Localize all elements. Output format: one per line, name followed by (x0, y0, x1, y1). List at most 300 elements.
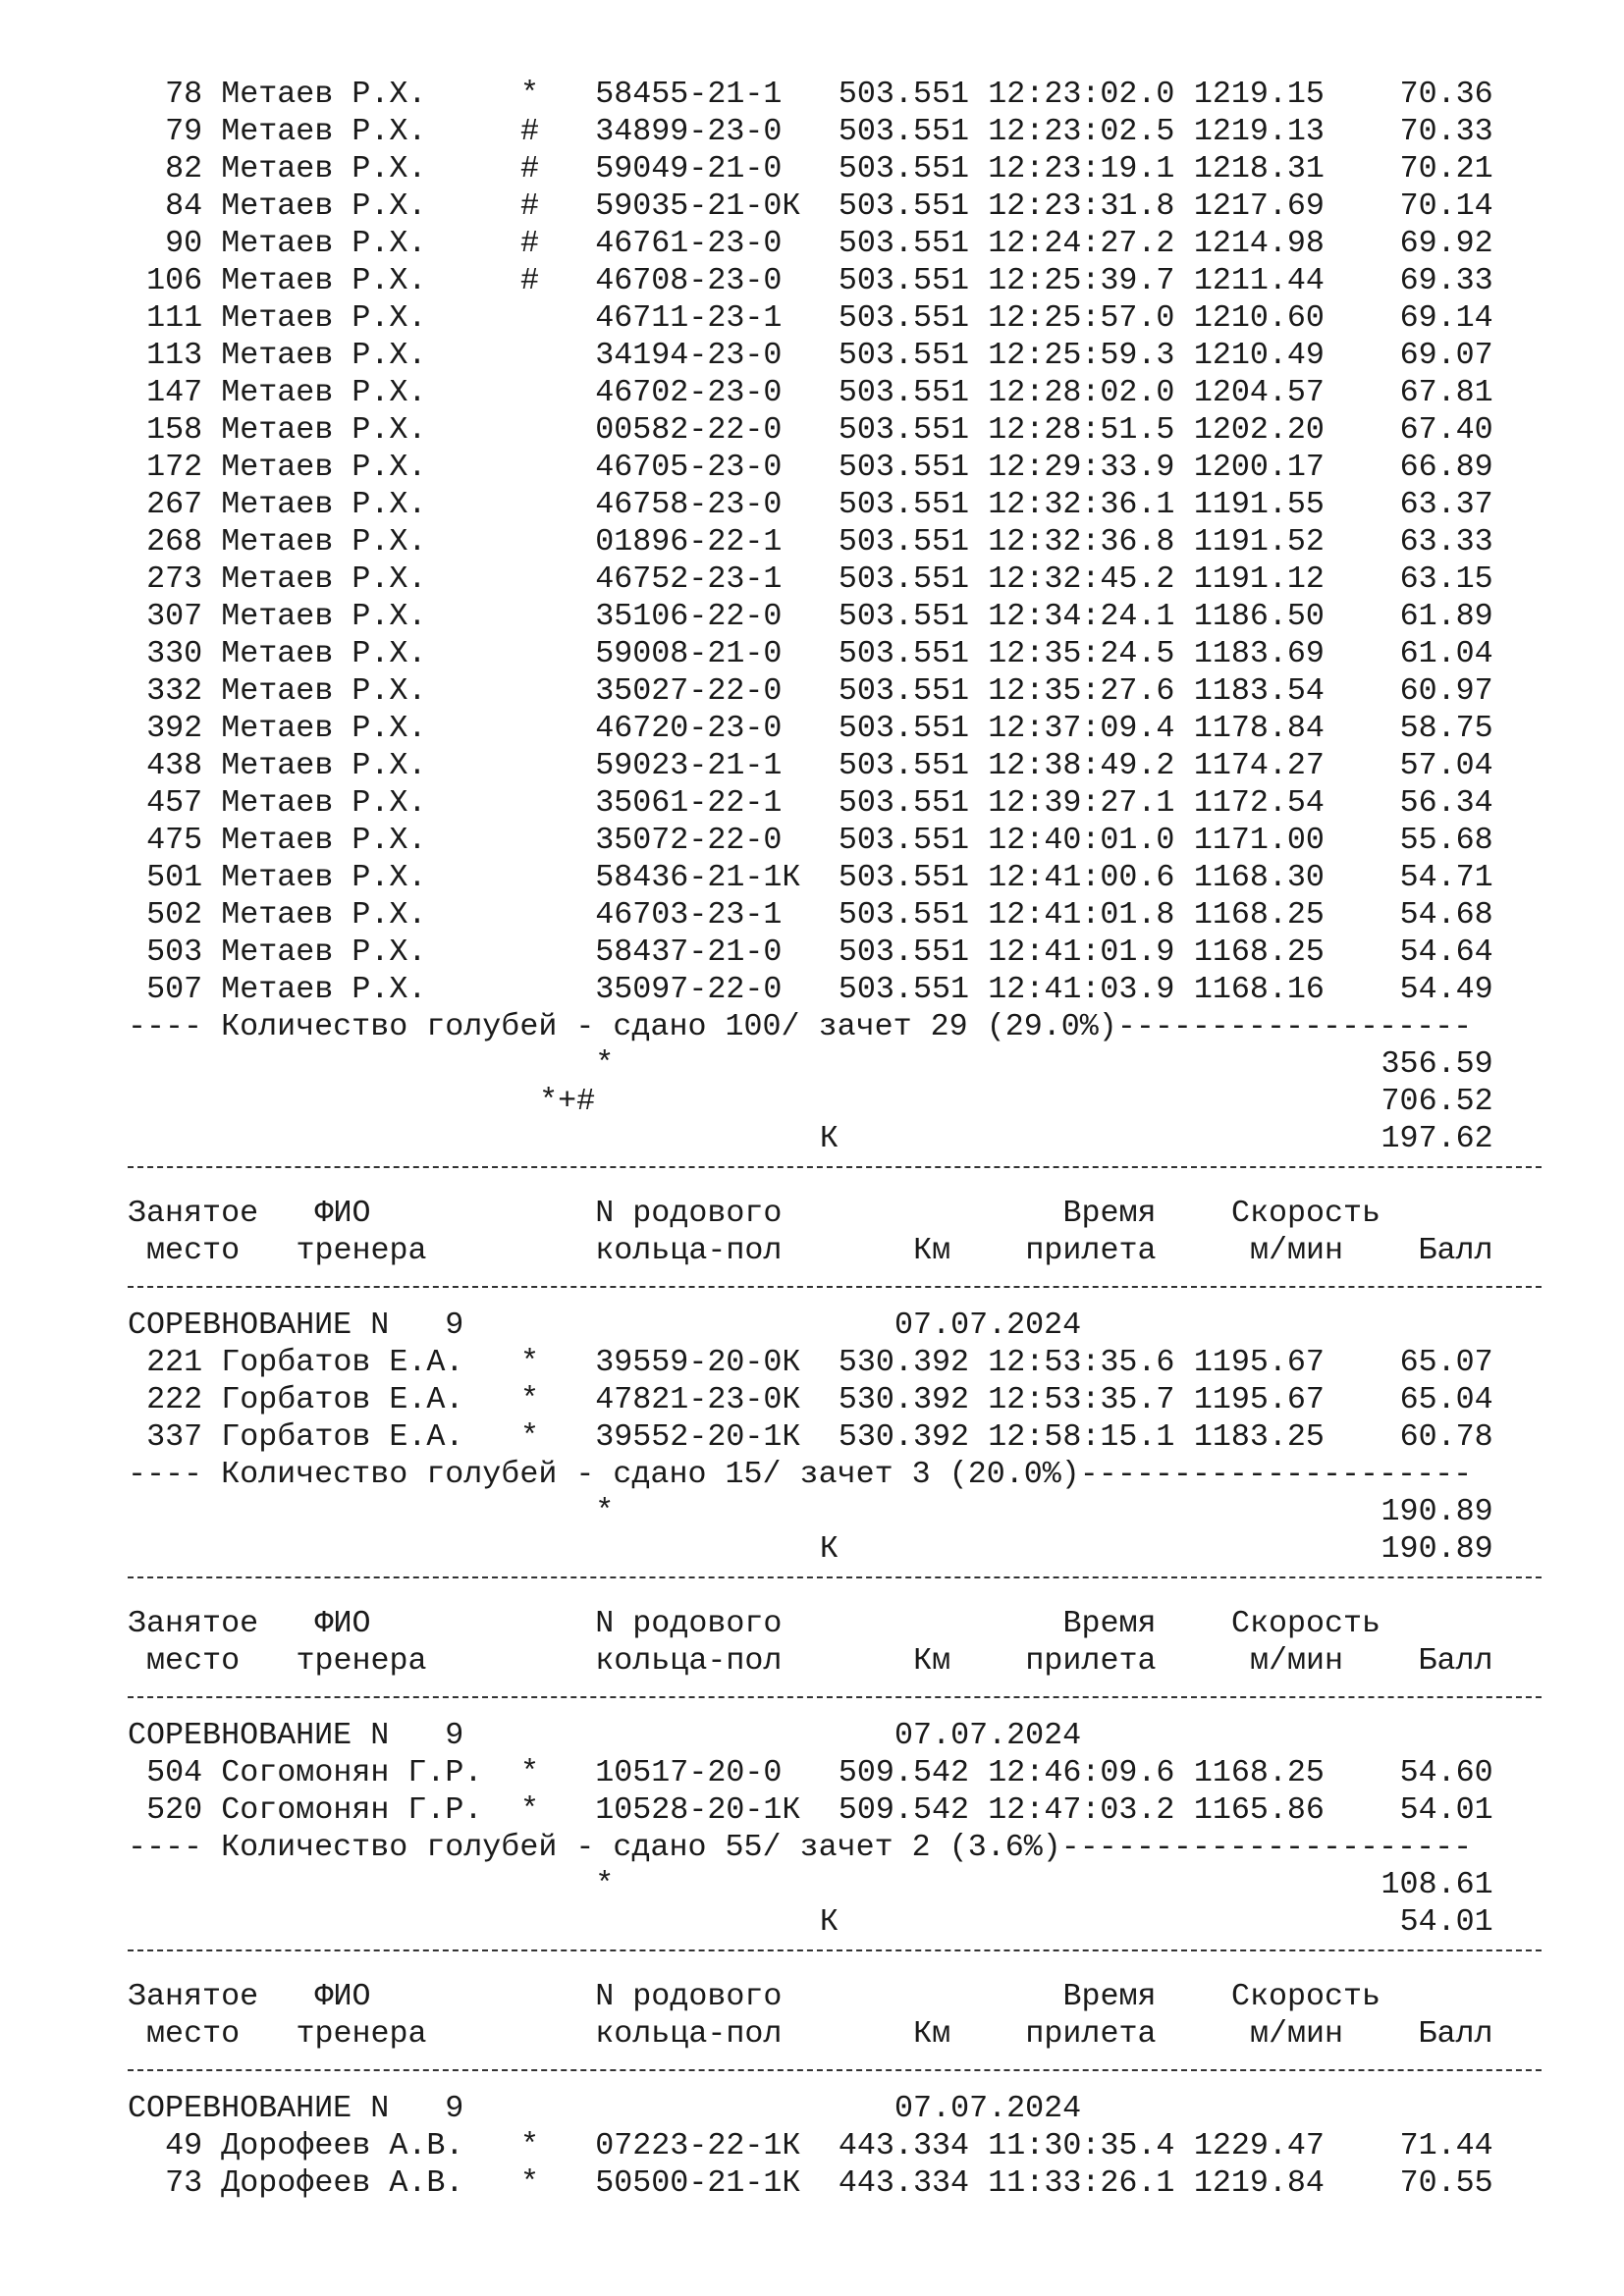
header-time: Время (1062, 1979, 1157, 2014)
ring-number-cell: 10517-20-0 (595, 1755, 783, 1790)
ring-number-cell: 35027-22-0 (595, 673, 783, 709)
place-cell: 90 (165, 226, 203, 261)
ring-number-cell: 50500-21-1К (595, 2165, 801, 2201)
mark-cell: * (520, 1792, 540, 1828)
mark-cell: * (520, 77, 540, 112)
competition-date: 07.07.2024 (894, 2091, 1082, 2126)
ring-number-cell: 58437-21-0 (595, 934, 783, 970)
arrival-time-cell: 12:41:03.9 (988, 972, 1175, 1007)
trainer-name-cell: Метаев Р.Х. (221, 487, 427, 522)
arrival-time-cell: 12:58:15.1 (988, 1419, 1175, 1455)
competition-number: СОРЕВНОВАНИЕ N 9 (128, 1308, 464, 1343)
score-cell: 69.33 (1399, 263, 1493, 298)
trainer-name-cell: Метаев Р.Х. (221, 972, 427, 1007)
arrival-time-cell: 12:23:02.0 (988, 77, 1175, 112)
distance-cell: 503.551 (838, 338, 969, 373)
place-cell: 475 (146, 823, 203, 858)
place-cell: 502 (146, 897, 203, 933)
total-label: * (595, 1046, 615, 1082)
place-cell: 330 (146, 636, 203, 671)
arrival-time-cell: 12:25:59.3 (988, 338, 1175, 373)
arrival-time-cell: 12:29:33.9 (988, 450, 1175, 485)
header-time: прилета (1025, 1643, 1157, 1679)
distance-cell: 503.551 (838, 375, 969, 410)
place-cell: 332 (146, 673, 203, 709)
score-cell: 69.92 (1399, 226, 1493, 261)
arrival-time-cell: 11:33:26.1 (988, 2165, 1175, 2201)
speed-cell: 1229.47 (1193, 2128, 1325, 2163)
ring-number-cell: 46720-23-0 (595, 711, 783, 746)
score-cell: 61.89 (1399, 599, 1493, 634)
arrival-time-cell: 12:32:36.8 (988, 524, 1175, 560)
header-km: Км (913, 1233, 951, 1268)
distance-cell: 509.542 (838, 1792, 969, 1828)
header-name: ФИО (314, 1196, 371, 1231)
dashed-divider (128, 1286, 1542, 1288)
total-label: *+# (539, 1084, 596, 1119)
score-cell: 61.04 (1399, 636, 1493, 671)
distance-cell: 530.392 (838, 1382, 969, 1417)
distance-cell: 503.551 (838, 599, 969, 634)
place-cell: 113 (146, 338, 203, 373)
mark-cell: * (520, 1345, 540, 1380)
speed-cell: 1165.86 (1193, 1792, 1325, 1828)
header-place: место (146, 1643, 241, 1679)
ring-number-cell: 46752-23-1 (595, 561, 783, 597)
score-cell: 54.60 (1399, 1755, 1493, 1790)
competition-number: СОРЕВНОВАНИЕ N 9 (128, 2091, 464, 2126)
trainer-name-cell: Согомонян Г.Р. (221, 1755, 483, 1790)
arrival-time-cell: 11:30:35.4 (988, 2128, 1175, 2163)
mark-cell: * (520, 1419, 540, 1455)
header-ring: кольца-пол (595, 1233, 783, 1268)
ring-number-cell: 00582-22-0 (595, 412, 783, 448)
competition-number: СОРЕВНОВАНИЕ N 9 (128, 1718, 464, 1753)
ring-number-cell: 35072-22-0 (595, 823, 783, 858)
arrival-time-cell: 12:23:19.1 (988, 151, 1175, 187)
header-name: тренера (296, 2016, 427, 2052)
score-cell: 70.14 (1399, 188, 1493, 224)
ring-number-cell: 01896-22-1 (595, 524, 783, 560)
speed-cell: 1172.54 (1193, 785, 1325, 821)
arrival-time-cell: 12:28:02.0 (988, 375, 1175, 410)
total-label: К (819, 1531, 839, 1567)
trainer-name-cell: Метаев Р.Х. (221, 338, 427, 373)
trainer-name-cell: Метаев Р.Х. (221, 450, 427, 485)
speed-cell: 1183.25 (1193, 1419, 1325, 1455)
distance-cell: 503.551 (838, 972, 969, 1007)
trainer-name-cell: Метаев Р.Х. (221, 897, 427, 933)
arrival-time-cell: 12:47:03.2 (988, 1792, 1175, 1828)
place-cell: 337 (146, 1419, 203, 1455)
score-cell: 56.34 (1399, 785, 1493, 821)
speed-cell: 1195.67 (1193, 1382, 1325, 1417)
header-place: Занятое (128, 1979, 259, 2014)
speed-cell: 1168.30 (1193, 860, 1325, 895)
header-ring: N родового (595, 1979, 783, 2014)
mark-cell: # (520, 114, 540, 149)
score-cell: 60.97 (1399, 673, 1493, 709)
speed-cell: 1219.15 (1193, 77, 1325, 112)
speed-cell: 1202.20 (1193, 412, 1325, 448)
ring-number-cell: 10528-20-1К (595, 1792, 801, 1828)
trainer-name-cell: Метаев Р.Х. (221, 263, 427, 298)
ring-number-cell: 46758-23-0 (595, 487, 783, 522)
header-place: Занятое (128, 1606, 259, 1641)
place-cell: 79 (165, 114, 203, 149)
place-cell: 221 (146, 1345, 203, 1380)
distance-cell: 509.542 (838, 1755, 969, 1790)
score-cell: 65.07 (1399, 1345, 1493, 1380)
trainer-name-cell: Согомонян Г.Р. (221, 1792, 483, 1828)
distance-cell: 530.392 (838, 1345, 969, 1380)
arrival-time-cell: 12:39:27.1 (988, 785, 1175, 821)
dashed-divider (128, 2069, 1542, 2071)
place-cell: 273 (146, 561, 203, 597)
place-cell: 501 (146, 860, 203, 895)
speed-cell: 1183.54 (1193, 673, 1325, 709)
competition-date: 07.07.2024 (894, 1308, 1082, 1343)
place-cell: 268 (146, 524, 203, 560)
place-cell: 78 (165, 77, 203, 112)
distance-cell: 530.392 (838, 1419, 969, 1455)
trainer-name-cell: Метаев Р.Х. (221, 188, 427, 224)
place-cell: 73 (165, 2165, 203, 2201)
trainer-name-cell: Метаев Р.Х. (221, 711, 427, 746)
speed-cell: 1219.84 (1193, 2165, 1325, 2201)
trainer-name-cell: Метаев Р.Х. (221, 151, 427, 187)
distance-cell: 503.551 (838, 785, 969, 821)
ring-number-cell: 46711-23-1 (595, 300, 783, 336)
arrival-time-cell: 12:25:39.7 (988, 263, 1175, 298)
speed-cell: 1191.55 (1193, 487, 1325, 522)
place-cell: 49 (165, 2128, 203, 2163)
distance-cell: 503.551 (838, 300, 969, 336)
trainer-name-cell: Горбатов Е.А. (221, 1419, 464, 1455)
header-speed: Скорость (1230, 1606, 1381, 1641)
speed-cell: 1218.31 (1193, 151, 1325, 187)
arrival-time-cell: 12:41:01.8 (988, 897, 1175, 933)
score-cell: 70.21 (1399, 151, 1493, 187)
place-cell: 392 (146, 711, 203, 746)
summary-text: ---- Количество голубей - сдано 55/ зачет 2 (3.6%)---------------------- (128, 1830, 1473, 1865)
distance-cell: 503.551 (838, 561, 969, 597)
distance-cell: 503.551 (838, 263, 969, 298)
ring-number-cell: 35061-22-1 (595, 785, 783, 821)
arrival-time-cell: 12:35:24.5 (988, 636, 1175, 671)
dashed-divider (128, 1576, 1542, 1578)
place-cell: 106 (146, 263, 203, 298)
trainer-name-cell: Метаев Р.Х. (221, 860, 427, 895)
trainer-name-cell: Метаев Р.Х. (221, 823, 427, 858)
ring-number-cell: 35106-22-0 (595, 599, 783, 634)
ring-number-cell: 59023-21-1 (595, 748, 783, 783)
score-cell: 55.68 (1399, 823, 1493, 858)
ring-number-cell: 39552-20-1К (595, 1419, 801, 1455)
header-ring: кольца-пол (595, 1643, 783, 1679)
header-speed: м/мин (1250, 2016, 1344, 2052)
score-cell: 70.36 (1399, 77, 1493, 112)
place-cell: 520 (146, 1792, 203, 1828)
header-score: Балл (1418, 1643, 1493, 1679)
distance-cell: 503.551 (838, 524, 969, 560)
header-time: прилета (1025, 1233, 1157, 1268)
ring-number-cell: 34899-23-0 (595, 114, 783, 149)
score-cell: 69.14 (1399, 300, 1493, 336)
speed-cell: 1200.17 (1193, 450, 1325, 485)
trainer-name-cell: Метаев Р.Х. (221, 636, 427, 671)
place-cell: 307 (146, 599, 203, 634)
score-cell: 54.68 (1399, 897, 1493, 933)
trainer-name-cell: Горбатов Е.А. (221, 1345, 464, 1380)
header-name: ФИО (314, 1606, 371, 1641)
score-cell: 57.04 (1399, 748, 1493, 783)
header-speed: Скорость (1230, 1979, 1381, 2014)
trainer-name-cell: Метаев Р.Х. (221, 785, 427, 821)
total-value: 190.89 (1380, 1531, 1493, 1567)
mark-cell: * (520, 1755, 540, 1790)
place-cell: 507 (146, 972, 203, 1007)
header-name: ФИО (314, 1979, 371, 2014)
ring-number-cell: 59035-21-0К (595, 188, 801, 224)
distance-cell: 503.551 (838, 711, 969, 746)
trainer-name-cell: Метаев Р.Х. (221, 412, 427, 448)
ring-number-cell: 59049-21-0 (595, 151, 783, 187)
arrival-time-cell: 12:25:57.0 (988, 300, 1175, 336)
speed-cell: 1219.13 (1193, 114, 1325, 149)
score-cell: 54.49 (1399, 972, 1493, 1007)
distance-cell: 503.551 (838, 412, 969, 448)
distance-cell: 503.551 (838, 748, 969, 783)
distance-cell: 443.334 (838, 2165, 969, 2201)
header-place: Занятое (128, 1196, 259, 1231)
trainer-name-cell: Метаев Р.Х. (221, 934, 427, 970)
score-cell: 66.89 (1399, 450, 1493, 485)
arrival-time-cell: 12:37:09.4 (988, 711, 1175, 746)
place-cell: 147 (146, 375, 203, 410)
speed-cell: 1210.60 (1193, 300, 1325, 336)
place-cell: 457 (146, 785, 203, 821)
speed-cell: 1186.50 (1193, 599, 1325, 634)
arrival-time-cell: 12:32:36.1 (988, 487, 1175, 522)
speed-cell: 1204.57 (1193, 375, 1325, 410)
speed-cell: 1168.25 (1193, 897, 1325, 933)
score-cell: 54.64 (1399, 934, 1493, 970)
header-score: Балл (1418, 2016, 1493, 2052)
mark-cell: # (520, 188, 540, 224)
score-cell: 58.75 (1399, 711, 1493, 746)
speed-cell: 1168.25 (1193, 1755, 1325, 1790)
dashed-divider (128, 1166, 1542, 1168)
place-cell: 84 (165, 188, 203, 224)
trainer-name-cell: Метаев Р.Х. (221, 673, 427, 709)
competition-date: 07.07.2024 (894, 1718, 1082, 1753)
score-cell: 71.44 (1399, 2128, 1493, 2163)
distance-cell: 503.551 (838, 860, 969, 895)
total-label: * (595, 1867, 615, 1902)
ring-number-cell: 46703-23-1 (595, 897, 783, 933)
ring-number-cell: 35097-22-0 (595, 972, 783, 1007)
arrival-time-cell: 12:23:31.8 (988, 188, 1175, 224)
header-ring: кольца-пол (595, 2016, 783, 2052)
score-cell: 54.01 (1399, 1792, 1493, 1828)
header-speed: Скорость (1230, 1196, 1381, 1231)
trainer-name-cell: Метаев Р.Х. (221, 748, 427, 783)
ring-number-cell: 47821-23-0К (595, 1382, 801, 1417)
mark-cell: * (520, 1382, 540, 1417)
distance-cell: 503.551 (838, 487, 969, 522)
arrival-time-cell: 12:53:35.6 (988, 1345, 1175, 1380)
mark-cell: # (520, 226, 540, 261)
distance-cell: 503.551 (838, 897, 969, 933)
ring-number-cell: 46702-23-0 (595, 375, 783, 410)
place-cell: 504 (146, 1755, 203, 1790)
arrival-time-cell: 12:53:35.7 (988, 1382, 1175, 1417)
trainer-name-cell: Метаев Р.Х. (221, 300, 427, 336)
speed-cell: 1191.12 (1193, 561, 1325, 597)
score-cell: 60.78 (1399, 1419, 1493, 1455)
header-speed: м/мин (1250, 1643, 1344, 1679)
arrival-time-cell: 12:38:49.2 (988, 748, 1175, 783)
total-value: 356.59 (1380, 1046, 1493, 1082)
ring-number-cell: 07223-22-1К (595, 2128, 801, 2163)
arrival-time-cell: 12:34:24.1 (988, 599, 1175, 634)
trainer-name-cell: Метаев Р.Х. (221, 226, 427, 261)
ring-number-cell: 58455-21-1 (595, 77, 783, 112)
distance-cell: 503.551 (838, 114, 969, 149)
ring-number-cell: 34194-23-0 (595, 338, 783, 373)
speed-cell: 1214.98 (1193, 226, 1325, 261)
distance-cell: 503.551 (838, 450, 969, 485)
trainer-name-cell: Дорофеев А.В. (221, 2165, 464, 2201)
speed-cell: 1171.00 (1193, 823, 1325, 858)
arrival-time-cell: 12:41:01.9 (988, 934, 1175, 970)
arrival-time-cell: 12:41:00.6 (988, 860, 1175, 895)
distance-cell: 503.551 (838, 77, 969, 112)
header-name: тренера (296, 1643, 427, 1679)
trainer-name-cell: Метаев Р.Х. (221, 599, 427, 634)
header-speed: м/мин (1250, 1233, 1344, 1268)
place-cell: 172 (146, 450, 203, 485)
speed-cell: 1183.69 (1193, 636, 1325, 671)
distance-cell: 503.551 (838, 934, 969, 970)
header-km: Км (913, 1643, 951, 1679)
trainer-name-cell: Дорофеев А.В. (221, 2128, 464, 2163)
score-cell: 70.55 (1399, 2165, 1493, 2201)
distance-cell: 443.334 (838, 2128, 969, 2163)
score-cell: 63.15 (1399, 561, 1493, 597)
total-value: 197.62 (1380, 1121, 1493, 1156)
score-cell: 70.33 (1399, 114, 1493, 149)
mark-cell: # (520, 263, 540, 298)
arrival-time-cell: 12:28:51.5 (988, 412, 1175, 448)
dashed-divider (128, 1949, 1542, 1951)
distance-cell: 503.551 (838, 823, 969, 858)
arrival-time-cell: 12:24:27.2 (988, 226, 1175, 261)
ring-number-cell: 46708-23-0 (595, 263, 783, 298)
distance-cell: 503.551 (838, 226, 969, 261)
header-km: Км (913, 2016, 951, 2052)
header-place: место (146, 1233, 241, 1268)
ring-number-cell: 46705-23-0 (595, 450, 783, 485)
header-ring: N родового (595, 1196, 783, 1231)
speed-cell: 1168.16 (1193, 972, 1325, 1007)
header-time: прилета (1025, 2016, 1157, 2052)
arrival-time-cell: 12:23:02.5 (988, 114, 1175, 149)
mark-cell: # (520, 151, 540, 187)
place-cell: 222 (146, 1382, 203, 1417)
speed-cell: 1211.44 (1193, 263, 1325, 298)
arrival-time-cell: 12:46:09.6 (988, 1755, 1175, 1790)
total-value: 706.52 (1380, 1084, 1493, 1119)
score-cell: 67.81 (1399, 375, 1493, 410)
distance-cell: 503.551 (838, 673, 969, 709)
summary-text: ---- Количество голубей - сдано 100/ зачет 29 (29.0%)------------------- (128, 1009, 1473, 1044)
speed-cell: 1191.52 (1193, 524, 1325, 560)
speed-cell: 1210.49 (1193, 338, 1325, 373)
speed-cell: 1174.27 (1193, 748, 1325, 783)
score-cell: 63.37 (1399, 487, 1493, 522)
header-place: место (146, 2016, 241, 2052)
speed-cell: 1168.25 (1193, 934, 1325, 970)
mark-cell: * (520, 2165, 540, 2201)
trainer-name-cell: Метаев Р.Х. (221, 77, 427, 112)
trainer-name-cell: Горбатов Е.А. (221, 1382, 464, 1417)
ring-number-cell: 46761-23-0 (595, 226, 783, 261)
total-value: 54.01 (1399, 1904, 1493, 1940)
header-score: Балл (1418, 1233, 1493, 1268)
place-cell: 267 (146, 487, 203, 522)
dashed-divider (128, 1696, 1542, 1698)
distance-cell: 503.551 (838, 151, 969, 187)
total-label: К (819, 1121, 839, 1156)
arrival-time-cell: 12:35:27.6 (988, 673, 1175, 709)
trainer-name-cell: Метаев Р.Х. (221, 114, 427, 149)
summary-text: ---- Количество голубей - сдано 15/ зачет 3 (20.0%)--------------------- (128, 1457, 1473, 1492)
ring-number-cell: 58436-21-1К (595, 860, 801, 895)
score-cell: 63.33 (1399, 524, 1493, 560)
header-time: Время (1062, 1196, 1157, 1231)
total-value: 190.89 (1380, 1494, 1493, 1529)
trainer-name-cell: Метаев Р.Х. (221, 375, 427, 410)
total-label: * (595, 1494, 615, 1529)
total-label: К (819, 1904, 839, 1940)
score-cell: 65.04 (1399, 1382, 1493, 1417)
total-value: 108.61 (1380, 1867, 1493, 1902)
speed-cell: 1178.84 (1193, 711, 1325, 746)
place-cell: 438 (146, 748, 203, 783)
header-ring: N родового (595, 1606, 783, 1641)
header-time: Время (1062, 1606, 1157, 1641)
place-cell: 503 (146, 934, 203, 970)
mark-cell: * (520, 2128, 540, 2163)
place-cell: 82 (165, 151, 203, 187)
arrival-time-cell: 12:40:01.0 (988, 823, 1175, 858)
header-name: тренера (296, 1233, 427, 1268)
speed-cell: 1195.67 (1193, 1345, 1325, 1380)
score-cell: 54.71 (1399, 860, 1493, 895)
score-cell: 69.07 (1399, 338, 1493, 373)
place-cell: 111 (146, 300, 203, 336)
ring-number-cell: 59008-21-0 (595, 636, 783, 671)
trainer-name-cell: Метаев Р.Х. (221, 561, 427, 597)
ring-number-cell: 39559-20-0К (595, 1345, 801, 1380)
score-cell: 67.40 (1399, 412, 1493, 448)
trainer-name-cell: Метаев Р.Х. (221, 524, 427, 560)
distance-cell: 503.551 (838, 188, 969, 224)
distance-cell: 503.551 (838, 636, 969, 671)
place-cell: 158 (146, 412, 203, 448)
